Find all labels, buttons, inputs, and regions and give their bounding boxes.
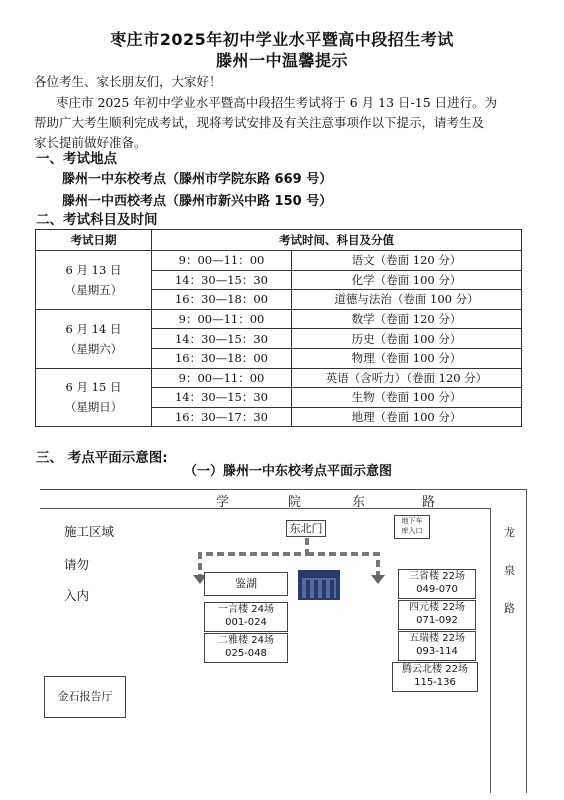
- building-siyuan: [398, 600, 476, 630]
- time-cell: 16：30—18：00: [152, 348, 292, 368]
- building-erya: [204, 633, 288, 663]
- weekday-text: （星期六）: [64, 341, 123, 356]
- date-cell: [36, 251, 152, 310]
- table-header-row: [36, 230, 522, 251]
- date-text: 6 月 13 日: [65, 262, 122, 277]
- intro-line-2: 帮助广大考生顺利完成考试，现将考试安排及有关注意事项作以下提示，请考生及: [34, 115, 485, 130]
- table-row: [36, 309, 522, 329]
- time-cell: 14：30—15：30: [152, 388, 292, 408]
- date-text: 6 月 14 日: [65, 321, 122, 336]
- room-range: 001-024: [225, 617, 267, 628]
- lake: 鉴湖: [204, 572, 288, 596]
- subject-cell: 数学（卷面 120 分）: [292, 309, 522, 329]
- table-row: [36, 368, 522, 388]
- room-range: 025-048: [225, 648, 267, 659]
- greeting: 各位考生、家长朋友们，大家好！: [34, 74, 222, 89]
- road-label: 路: [422, 495, 436, 510]
- table-row: [36, 251, 522, 271]
- building-name: 五瑞楼 22场: [409, 633, 465, 644]
- northeast-gate: 东北门: [286, 520, 326, 537]
- garage-label: 地下车: [401, 517, 423, 525]
- building-yiyan: [204, 602, 288, 632]
- subject-cell: 历史（卷面 100 分）: [292, 329, 522, 349]
- subject-cell: 生物（卷面 100 分）: [292, 388, 522, 408]
- time-cell: 16：30—18：00: [152, 290, 292, 310]
- weekday-text: （星期五）: [64, 282, 123, 297]
- map-title: （一）滕州一中东校考点平面示意图: [184, 464, 393, 479]
- room-range: 049-070: [416, 584, 458, 595]
- subject-cell: 化学（卷面 100 分）: [292, 270, 522, 290]
- construction-label: 请勿: [64, 557, 90, 572]
- campus-map: [0, 480, 564, 800]
- schedule-table: [35, 229, 522, 427]
- building-name: 二雅楼 24场: [218, 635, 274, 646]
- road-label: 东: [352, 495, 366, 510]
- road-label: 泉: [504, 564, 515, 577]
- room-range: 115-136: [414, 677, 456, 688]
- date-cell: [36, 309, 152, 368]
- building-name: 四元楼 22场: [409, 602, 465, 613]
- road-label: 院: [288, 495, 302, 510]
- site-west: 滕州一中西校考点（滕州市新兴中路 150 号）: [62, 194, 333, 209]
- garage-label: 库入口: [401, 527, 423, 535]
- subject-cell: 语文（卷面 120 分）: [292, 251, 522, 271]
- subject-cell: 道德与法治（卷面 100 分）: [292, 290, 522, 310]
- road-label: 路: [504, 602, 515, 615]
- intro-line-3: 家长提前做好准备。: [34, 135, 147, 150]
- building-sansheng: [398, 569, 476, 599]
- room-range: 071-092: [416, 615, 458, 626]
- time-cell: 14：30—15：30: [152, 270, 292, 290]
- site-east: 滕州一中东校考点（滕州市学院东路 669 号）: [62, 172, 333, 187]
- time-cell: 14：30—15：30: [152, 329, 292, 349]
- building-name: 腾云北楼 22场: [402, 664, 468, 675]
- time-cell: 16：30—17：30: [152, 407, 292, 427]
- weekday-text: （星期日）: [64, 400, 123, 415]
- arrow-down-icon: [371, 575, 385, 584]
- road-label: 龙: [504, 526, 515, 539]
- building-name: 三省楼 22场: [409, 571, 465, 582]
- building-wurui: [398, 631, 476, 661]
- column-header-date: 考试日期: [36, 230, 152, 251]
- time-cell: 9：00—11：00: [152, 368, 292, 388]
- route-path: [200, 538, 307, 575]
- jinshi-hall: 金石报告厅: [44, 676, 126, 718]
- column-header-detail: 考试时间、科目及分值: [152, 230, 522, 251]
- subject-cell: 物理（卷面 100 分）: [292, 348, 522, 368]
- time-cell: 9：00—11：00: [152, 251, 292, 271]
- construction-label: 施工区域: [64, 524, 115, 539]
- time-cell: 9：00—11：00: [152, 309, 292, 329]
- subject-cell: 地理（卷面 100 分）: [292, 407, 522, 427]
- construction-label: 入内: [64, 588, 90, 603]
- section-3-heading: 三、 考点平面示意图:: [36, 450, 168, 466]
- page-title: 枣庄市2025年初中学业水平暨高中段招生考试: [110, 30, 454, 49]
- building-name: 一言楼 24场: [218, 604, 274, 615]
- subject-cell: 英语（含听力）（卷面 120 分）: [292, 368, 522, 388]
- building-tengyun: [392, 662, 478, 692]
- page-subtitle: 滕州一中温馨提示: [215, 51, 348, 70]
- date-cell: [36, 368, 152, 427]
- intro-line-1: 枣庄市 2025 年初中学业水平暨高中段招生考试将于 6 月 13 日-15 日进行。为: [56, 95, 498, 110]
- road-label: 学: [216, 495, 230, 510]
- date-text: 6 月 15 日: [65, 380, 122, 395]
- room-range: 093-114: [416, 646, 458, 657]
- section-2-heading: 二、考试科目及时间: [36, 212, 158, 228]
- section-1-heading: 一、考试地点: [36, 151, 117, 167]
